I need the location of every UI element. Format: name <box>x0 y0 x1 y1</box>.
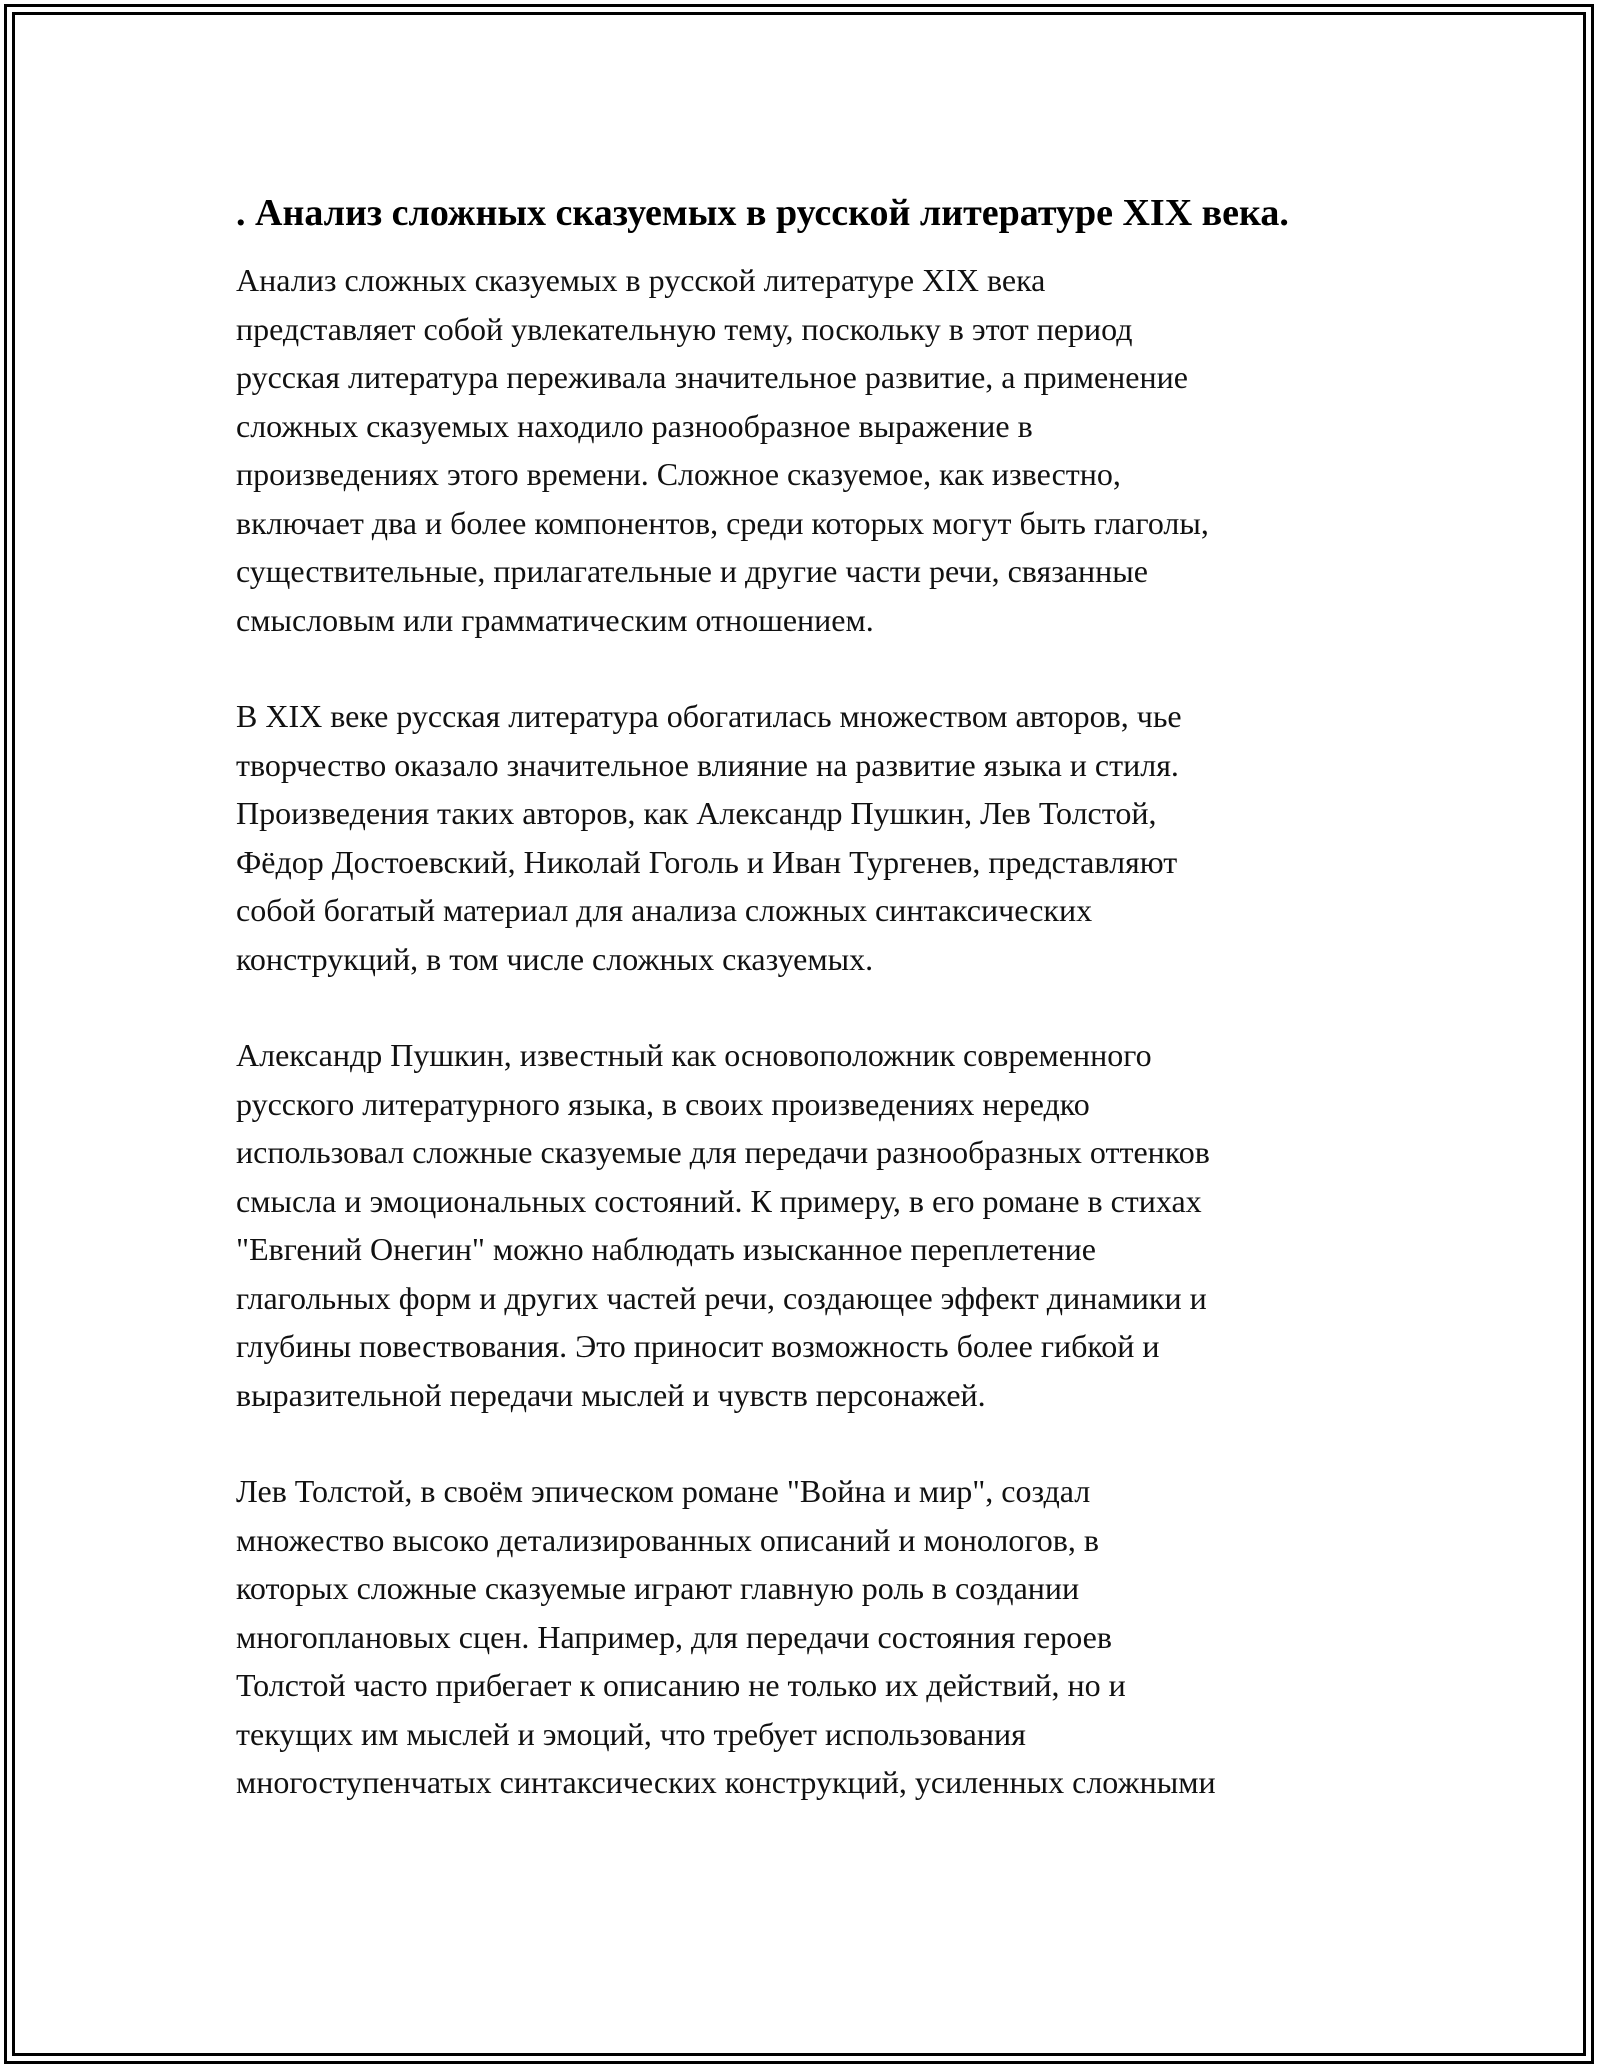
paragraph-authors: В XIX веке русская литература обогатилась множеством авторов, чье творчество оказало значительное влияние на развитие языка и стиля. Произведения таких авторов, как Александр Пушкин, Лев Толстой, Фёдор Достоевский, Николай Гоголь и Иван Тургенев, представляют собой богатый материал для анализа сложных синтаксических конструкций, в том числе сложных сказуемых. <box>236 698 1182 977</box>
paragraph-tolstoy: Лев Толстой, в своём эпическом романе "Война и мир", создал множество высоко детализированных описаний и монологов, в которых сложные сказуемые играют главную роль в создании многоплановых сцен. Например, для передачи состояния героев Толстой часто прибегает к описанию не только их действий, но и текущих им мыслей и эмоций, что требует использования многоступенчатых синтаксических конструкций, усиленных сложными <box>236 1473 1216 1800</box>
paragraph-intro: Анализ сложных сказуемых в русской литературе XIX века представляет собой увлекательную тему, поскольку в этот период русская литература переживала значительное развитие, а применение сложных сказуемых находило разнообразное выражение в произведениях этого времени. Сложное сказуемое, как известно, включает два и более компонентов, среди которых могут быть глаголы, существительные, прилагательные и другие части речи, связанные смысловым или грамматическим отношением. <box>236 262 1209 638</box>
document-title: . Анализ сложных сказуемых в русской литературе XIX века. <box>236 192 1289 234</box>
document-body <box>236 186 1386 1855</box>
paragraph-pushkin: Александр Пушкин, известный как основоположник современного русского литературного языка, в своих произведениях нередко использовал сложные сказуемые для передачи разнообразных оттенков смысла и эмоциональных состояний. К примеру, в его романе в стихах "Евгений Онегин" можно наблюдать изысканное переплетение глагольных форм и других частей речи, создающее эффект динамики и глубины повествования. Это приносит возможность более гибкой и выразительной передачи мыслей и чувств персонажей. <box>236 1037 1210 1413</box>
